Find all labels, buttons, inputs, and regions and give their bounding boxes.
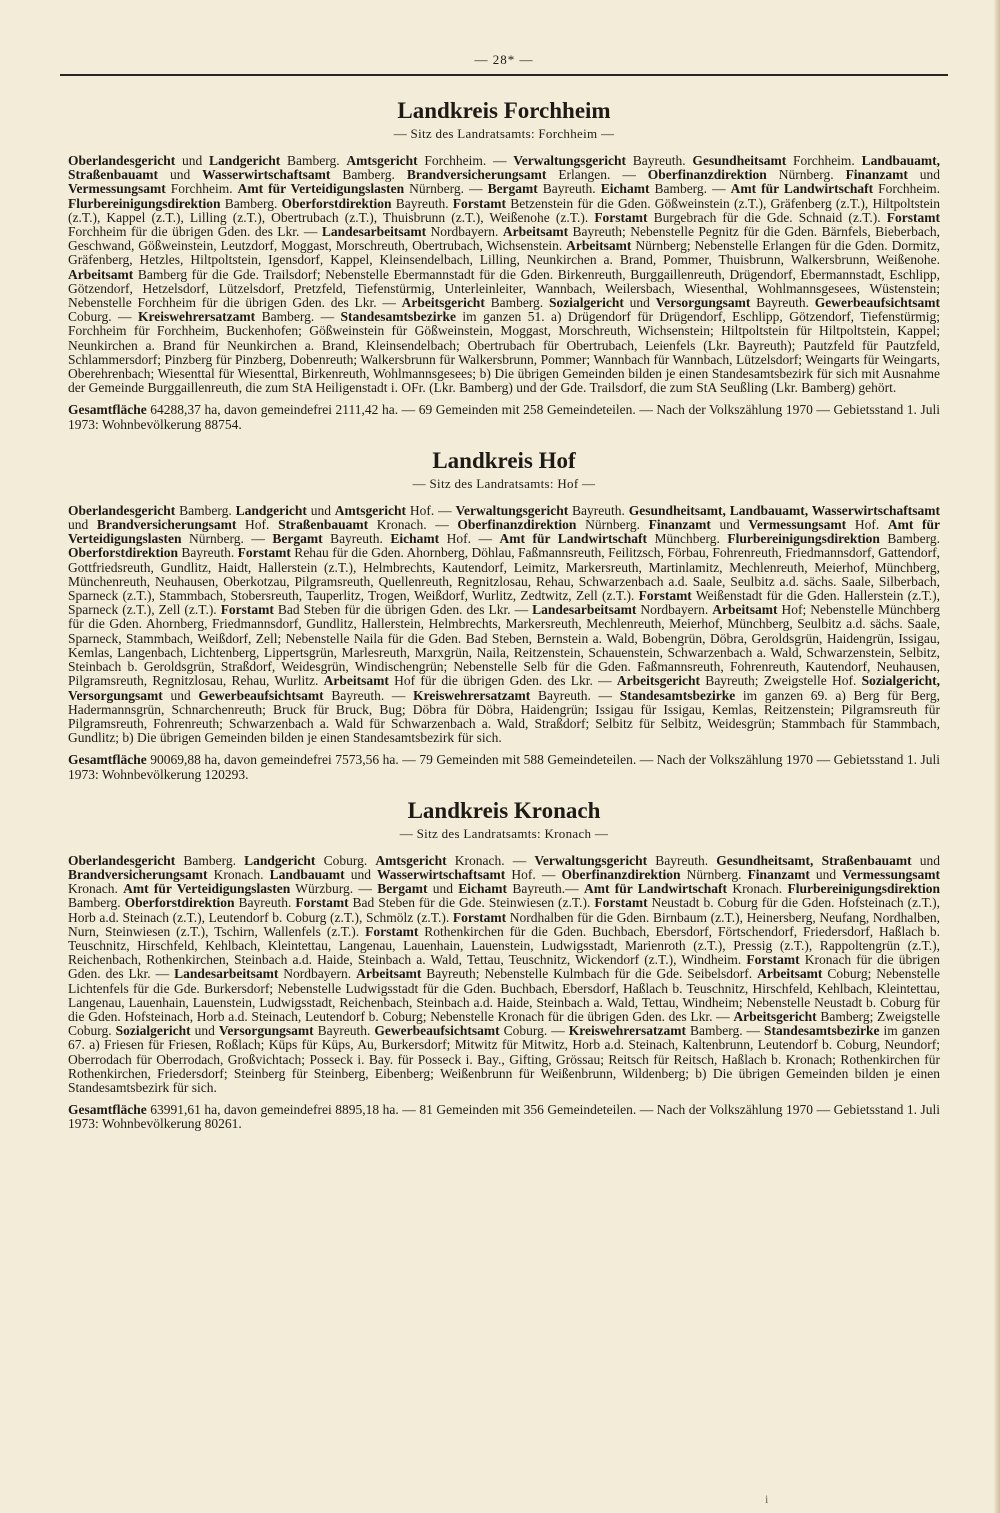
section-body: Oberlandesgericht Bamberg. Landgericht Coburg. Amtsgericht Kronach. — Verwaltungsgericht Bayreuth. Gesundheitsamt, Straßenbauamt und Brandversicherungsamt Kronach. Landbauamt und Wasserwirtschaftsamt Hof. — Oberfinanzdirektion Nürnberg. Finanzamt und Vermessungsamt Kronach. Amt für Verteidigungslasten Würzburg. — Bergamt und Eichamt Bayreuth.— Amt für Landwirtschaft Kronach. Flurbereinigungsdirektion Bamberg. Oberforstdirektion Bayreuth. Forstamt Bad Steben für die Gde. Steinwiesen (z.T.). Forstamt Neustadt b. Coburg für die Gden. Hofsteinach (z.T.), Horb a.d. Steinach (z.T.), Leutendorf b. Coburg (z.T.), Schmölz (z.T.). Forstamt Nordhalben für die Gden. Birnbaum (z.T.), Heinersberg, Neufang, Nordhalben, Nurn, Steinwiesen (z.T.), Tschirn, Wallenfels (z.T.). Forstamt Rothenkirchen für die Gden. Buchbach, Ebersdorf, Förtschendorf, Friedersdorf, Haßlach b. Teuschnitz, Hirschfeld, Kehlbach, Kleintettau, Langenau, Lauenhain, Lauenstein, Ludwigsstadt, Marienroth (z.T.), Pressig (z.T.), Rappoltengrün (z.T.), Reichenbach, Rothenkirchen, Steinbach a.d. Haide, Steinbach a. Wald, Tettau, Teuschnitz, Wickendorf (z.T.), Windheim. Forstamt Kronach für die übrigen Gden. des Lkr. — Landesarbeitsamt Nordbayern. Arbeitsamt Bayreuth; Nebenstelle Kulmbach für die Gde. Seibelsdorf. Arbeitsamt Coburg; Nebenstelle Lichtenfels für die Gde. Burkersdorf; Nebenstelle Ludwigsstadt für die Gden. Buchbach, Ebersdorf, Haßlach b. Teuschnitz, Hirschfeld, Kehlbach, Kleintettau, Langenau, Lauenhain, Lauenstein, Ludwigsstadt, Reichenbach, Steinbach a.d. Haide, Steinbach a. Wald, Tettau, Windheim; Nebenstelle Neustadt b. Coburg für die Gden. Hofsteinach, Horb a.d. Steinach, Leutendorf b. Coburg; Nebenstelle Kronach für die übrigen Gden. des Lkr. — Arbeitsgericht Bamberg; Zweigstelle Coburg. Sozialgericht und Versorgungsamt Bayreuth. Gewerbeaufsichtsamt Coburg. — Kreiswehrersatzamt Bamberg. — Standesamtsbezirke im ganzen 67. a) Friesen für Friesen, Roßlach; Küps für Küps, Au, Burkersdorf; Mitwitz für Mitwitz, Horb a.d. Steinach, Kaltenbrunn, Leutendorf b. Coburg, Neundorf; Oberrodach für Oberrodach, Großvichtach; Posseck i. Bay. für Posseck i. Bay., Gifting, Grössau; Reitsch für Reitsch, Haßlach b. Kronach; Rothenkirchen für Rothenkirchen, Friedersdorf; Steinberg für Steinberg, Eibenberg; Weißenbrunn für Weißenbrunn, Wildenberg; b) Die übrigen Gemeinden bilden je einen Standesamtsbezirk für sich. [68, 852, 941, 1095]
section-stats: Gesamtfläche 64288,37 ha, davon gemeindefrei 2111,42 ha. — 69 Gemeinden mit 258 Gemeindeteilen. — Nach der Volkszählung 1970 — Gebietsstand 1. Juli 1973: Wohnbevölkerung 88754. [68, 402, 940, 432]
section-title: Landkreis Kronach [407, 797, 601, 823]
page-edge-shadow [994, 0, 1000, 1513]
section-stats: Gesamtfläche 90069,88 ha, davon gemeindefrei 7573,56 ha. — 79 Gemeinden mit 588 Gemeindeteilen. — Nach der Volkszählung 1970 — Gebietsstand 1. Juli 1973: Wohnbevölkerung 120293. [68, 752, 940, 782]
section-title: Landkreis Hof [432, 447, 576, 473]
section-title: Landkreis Forchheim [397, 98, 611, 123]
section-stats: Gesamtfläche 63991,61 ha, davon gemeindefrei 8895,18 ha. — 81 Gemeinden mit 356 Gemeindeteilen. — Nach der Volkszählung 1970 — Gebietsstand 1. Juli 1973: Wohnbevölkerung 80261. [68, 1102, 940, 1132]
section-subtitle: — Sitz des Landratsamts: Forchheim — [393, 126, 615, 141]
page-number: — 28* — [474, 52, 534, 67]
section-subtitle: — Sitz des Landratsamts: Hof — [412, 475, 596, 491]
section-forchheim [68, 98, 940, 432]
section-hof [68, 448, 940, 782]
header-rule [60, 74, 948, 76]
document-page [68, 52, 940, 1148]
section-body: Oberlandesgericht Bamberg. Landgericht und Amtsgericht Hof. — Verwaltungsgericht Bayreuth. Gesundheitsamt, Landbauamt, Wasserwirtschaftsamt und Brandversicherungsamt Hof. Straßenbauamt Kronach. — Oberfinanzdirektion Nürnberg. Finanzamt und Vermessungsamt Hof. Amt für Verteidigungslasten Nürnberg. — Bergamt Bayreuth. Eichamt Hof. — Amt für Landwirtschaft Münchberg. Flurbereinigungsdirektion Bamberg. Oberforstdirektion Bayreuth. Forstamt Rehau für die Gden. Ahornberg, Döhlau, Faßmannsreuth, Feilitzsch, Förbau, Fohrenreuth, Friedmannsdorf, Gattendorf, Gottfriedsreuth, Gundlitz, Haidt, Hallerstein (z.T.), Helmbrechts, Kautendorf, Leimitz, Markersreuth, Martinlamitz, Mechlenreuth, Meierhof, Münchberg, Münchenreuth, Neuhausen, Oberkotzau, Pilgramsreuth, Quellenreuth, Regnitzlosau, Rehau, Schwarzenbach a.d. Saale, Seulbitz a.d. sächs. Saale, Silberbach, Sparneck (z.T.), Stammbach, Stobersreuth, Tauperlitz, Trogen, Weißdorf, Wurlitz, Zedtwitz, Zell (z.T.). Forstamt Weißenstadt für die Gden. Hallerstein (z.T.), Sparneck (z.T.), Zell (z.T.). Forstamt Bad Steben für die übrigen Gden. des Lkr. — Landesarbeitsamt Nordbayern. Arbeitsamt Hof; Nebenstelle Münchberg für die Gden. Ahornberg, Friedmannsdorf, Gundlitz, Hallerstein, Helmbrechts, Markersreuth, Mechlenreuth, Meierhof, Münchberg, Seulbitz a.d. sächs. Saale, Sparneck, Stammbach, Weißdorf, Zell; Nebenstelle Naila für die Gden. Bad Steben, Bernstein a. Wald, Bobengrün, Döbra, Geroldsgrün, Haidengrün, Issigau, Kemlas, Langenbach, Lichtenberg, Lippertsgrün, Marlesreuth, Marxgrün, Naila, Reitzenstein, Schauenstein, Schwarzenbach a. Wald, Schwarzenstein, Selbitz, Steinbach b. Geroldsgrün, Straßdorf, Weidesgrün, Windischengrün; Nebenstelle Selb für die Gden. Faßmannsreuth, Fohrenreuth, Kautendorf, Neuhausen, Pilgramsreuth, Regnitzlosau, Rehau, Wurlitz. Arbeitsamt Hof für die übrigen Gden. des Lkr. — Arbeitsgericht Bayreuth; Zweigstelle Hof. Sozialgericht, Versorgungsamt und Gewerbeaufsichtsamt Bayreuth. — Kreiswehrersatzamt Bayreuth. — Standesamtsbezirke im ganzen 69. a) Berg für Berg, Hadermannsgrün, Schnarchenreuth; Bruck für Bruck, Bug; Döbra für Döbra, Haidengrün; Issigau für Issigau, Kemlas, Reitzenstein; Pilgramsreuth für Pilgramsreuth, Fohrenreuth; Schwarzenbach a. Wald für Schwarzenbach a. Wald, Straßdorf; Selbitz für Selbitz, Weidesgrün; Stammbach für Stammbach, Gundlitz; b) Die übrigen Gemeinden bilden je einen Standesamtsbezirk für sich. [68, 502, 941, 746]
section-body: Oberlandesgericht und Landgericht Bamberg. Amtsgericht Forchheim. — Verwaltungsgericht Bayreuth. Gesundheitsamt Forchheim. Landbauamt, Straßenbauamt und Wasserwirtschaftsamt Bamberg. Brandversicherungsamt Erlangen. — Oberfinanzdirektion Nürnberg. Finanzamt und Vermessungsamt Forchheim. Amt für Verteidigungslasten Nürnberg. — Bergamt Bayreuth. Eichamt Bamberg. — Amt für Landwirtschaft Forchheim. Flurbereinigungsdirektion Bamberg. Oberforstdirektion Bayreuth. Forstamt Betzenstein für die Gden. Gößweinstein (z.T.), Gräfenberg (z.T.), Hiltpoltstein (z.T.), Kappel (z.T.), Lilling (z.T.), Obertrubach (z.T.), Thuisbrunn (z.T.), Weißenohe (z.T.). Forstamt Burgebrach für die Gde. Schnaid (z.T.). Forstamt Forchheim für die übrigen Gden. des Lkr. — Landesarbeitsamt Nordbayern. Arbeitsamt Bayreuth; Nebenstelle Pegnitz für die Gden. Bärnfels, Bieberbach, Geschwand, Gößweinstein, Leutzdorf, Moggast, Morschreuth, Obertrubach, Wichsenstein. Arbeitsamt Nürnberg; Nebenstelle Erlangen für die Gden. Dormitz, Gräfenberg, Hetzles, Hiltpoltstein, Igensdorf, Kappel, Kleinsendelbach, Lilling, Neunkirchen a. Brand, Pommer, Thuisbrunn, Walkersbrunn, Weißenohe. Arbeitsamt Bamberg für die Gde. Trailsdorf; Nebenstelle Ebermannstadt für die Gden. Birkenreuth, Burggaillenreuth, Drügendorf, Ebermannstadt, Eschlipp, Götzendorf, Hetzelsdorf, Lützelsdorf, Pretzfeld, Tiefenstürmig, Unterleinleiter, Wannbach, Weilersbach, Wiesenthal, Wohlmannsgesees, Wüstenstein; Nebenstelle Forchheim für die übrigen Gden. des Lkr. — Arbeitsgericht Bamberg. Sozialgericht und Versorgungsamt Bayreuth. Gewerbeaufsichtsamt Coburg. — Kreiswehrersatzamt Bamberg. — Standesamtsbezirke im ganzen 51. a) Drügendorf für Drügendorf, Eschlipp, Götzendorf, Tiefenstürmig; Forchheim für Forchheim, Buckenhofen; Gößweinstein für Gößweinstein, Moggast, Morschreuth, Wichsenstein; Hiltpoltstein für Hiltpoltstein, Kappel; Neunkirchen a. Brand für Neunkirchen a. Brand, Kleinsendelbach; Obertrubach für Obertrubach, Leienfels (Lkr. Bayreuth); Pautzfeld für Pautzfeld, Schlammersdorf; Pinzberg für Pinzberg, Dobenreuth; Walkersbrunn für Walkersbrunn, Pommer; Wannbach für Wannbach, Lützelsdorf; Weingarts für Weingarts, Oberehrenbach; Wiesenttal für Wiesenttal, Birkenreuth, Wohlmannsgesees; b) Die übrigen Gemeinden bilden je einen Standesamtsbezirk für sich mit Ausnahme der Gemeinde Burggaillenreuth, die zum StA Heiligenstadt i. OFr. (Lkr. Bamberg) und der Gde. Trailsdorf, die zum StA Seußling (Lkr. Bamberg) gehört. [68, 153, 940, 396]
section-kronach [68, 798, 940, 1132]
section-subtitle: — Sitz des Landratsamts: Kronach — [399, 825, 609, 841]
footer-mark: i [765, 1492, 769, 1506]
